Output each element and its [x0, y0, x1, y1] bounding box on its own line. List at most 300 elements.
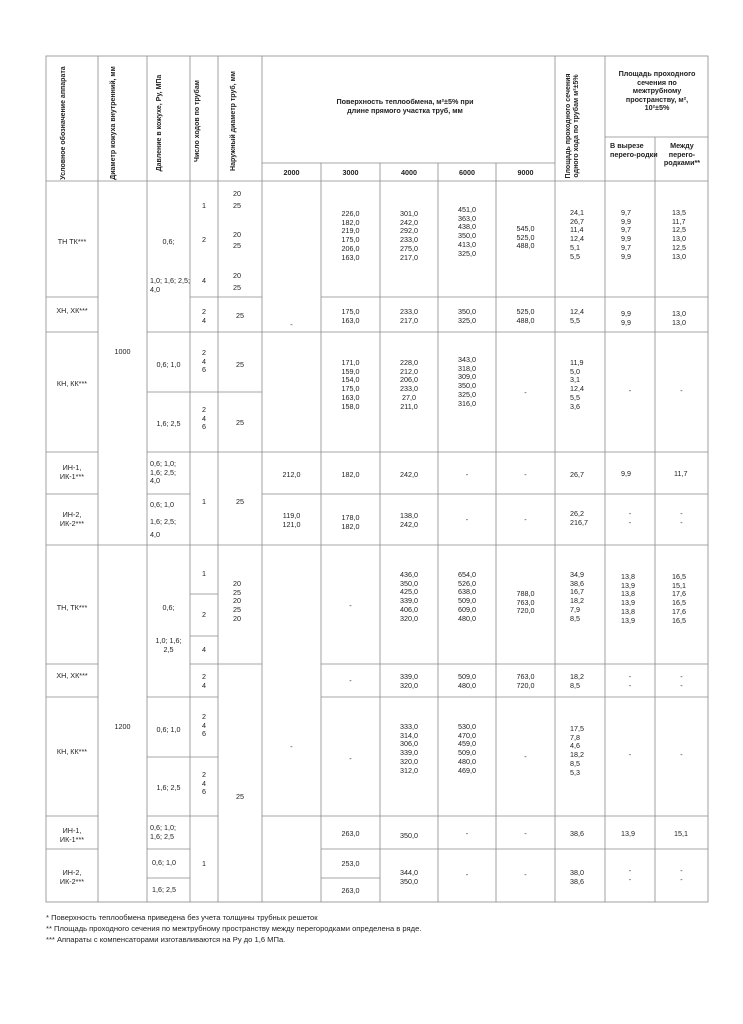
value: 470,0: [458, 730, 476, 740]
length-header-2000: 2000: [283, 168, 300, 177]
dash-cell: -: [524, 752, 527, 761]
designation-cell: [46, 307, 98, 316]
tube-cell: 20: [233, 271, 241, 280]
designation-text: ИН-2, ИК-2***: [59, 868, 85, 886]
value: 34,9: [570, 570, 584, 579]
header-surface: Поверхность теплообмена, м²±5% при длине прямого участка труб, мм: [336, 97, 474, 115]
value: 609,0: [458, 604, 476, 614]
value: 38,6: [570, 578, 584, 588]
value-cell: 253,0: [341, 859, 360, 868]
value: -: [628, 680, 632, 690]
dash-cell: -: [465, 829, 469, 838]
dash-cell: -: [349, 754, 352, 763]
value: 488,0: [516, 315, 535, 325]
value: 526,0: [458, 578, 476, 588]
values-4000: [380, 512, 438, 529]
values-6000: [438, 308, 496, 325]
value: 175,0: [341, 384, 360, 394]
value-cell: 350,0: [400, 831, 418, 840]
value: 480,0: [458, 756, 476, 766]
value: 25: [233, 587, 241, 597]
dash-cell: -: [465, 870, 469, 879]
footnote-3: *** Аппараты с компенсаторами изготавливаются на Ру до 1,6 МПа.: [46, 935, 286, 944]
value: 350,0: [400, 578, 418, 588]
value: 158,0: [341, 401, 360, 411]
value: 16,5: [672, 615, 686, 625]
designation-cell: [46, 380, 98, 389]
value: 720,0: [516, 680, 535, 690]
passes-cell: 4: [202, 276, 206, 285]
values-3000: [321, 210, 380, 262]
value: -: [680, 672, 683, 681]
value: 2: [202, 770, 206, 779]
value: 121,0: [282, 519, 301, 529]
value-cell: 38,6: [570, 829, 584, 838]
value: 13,8: [621, 572, 635, 581]
value-cell: 26,7: [570, 470, 584, 479]
value: 788,0: [516, 589, 535, 598]
value: 17,6: [672, 589, 686, 599]
value: 339,0: [400, 748, 418, 758]
values-3000: [321, 514, 380, 531]
value: 15,1: [672, 580, 686, 590]
value: 38,6: [570, 876, 584, 886]
value: -: [628, 517, 632, 527]
passes-cell: 1: [202, 201, 206, 210]
length-header-9000: 9000: [517, 168, 534, 177]
value: -: [680, 509, 683, 518]
value: 9,9: [621, 216, 631, 226]
value: 206,0: [400, 375, 418, 385]
values-between: [672, 310, 708, 327]
dash-cell: -: [465, 515, 469, 524]
value: 226,0: [341, 209, 360, 218]
value: 9,7: [621, 208, 631, 217]
value: -: [680, 874, 683, 884]
values-3000: [321, 308, 380, 325]
value: -: [628, 509, 632, 518]
designation-cell: [46, 827, 98, 844]
value: 11,7: [672, 216, 686, 226]
value: 339,0: [400, 596, 418, 606]
values-4000: [380, 869, 438, 886]
designation-cell: [46, 869, 98, 886]
value: 320,0: [400, 680, 418, 690]
passes-cell: 2: [202, 235, 206, 244]
dash-cell: -: [524, 470, 527, 479]
tube-cell: 25: [236, 311, 244, 320]
dash-cell: -: [465, 470, 469, 479]
value: 242,0: [400, 519, 418, 529]
passes-cell: 1: [202, 859, 206, 868]
value: 2: [202, 405, 206, 414]
value: 4: [202, 315, 206, 325]
values-9000: [496, 673, 555, 690]
value: 4,0: [150, 529, 160, 539]
value: 343,0: [458, 355, 476, 364]
value: 178,0: [341, 513, 360, 522]
value-cell: 263,0: [341, 829, 360, 838]
value: 2,5: [163, 644, 174, 654]
value: 26,7: [570, 216, 584, 226]
value: 13,0: [672, 309, 686, 318]
passes-cell: 1: [202, 569, 206, 578]
values-between: [672, 209, 708, 261]
value: 350,0: [458, 307, 476, 316]
value: 206,0: [341, 243, 360, 253]
values-between: [655, 510, 708, 527]
dash-cell: -: [680, 386, 683, 395]
value: -: [628, 874, 632, 884]
value: 325,0: [458, 315, 476, 325]
value: 509,0: [458, 672, 476, 681]
pressure-cell: 1,6; 2,5: [152, 885, 176, 894]
values-4000: [380, 723, 438, 775]
value: 275,0: [400, 243, 418, 253]
value: 5,3: [570, 767, 580, 777]
header-designation: Условное обозначение аппарата: [60, 66, 67, 180]
passes-cell: 4: [202, 645, 206, 654]
value: 175,0: [341, 235, 360, 245]
tube-cell: 20: [233, 189, 241, 198]
value: 2: [202, 712, 206, 721]
value: 17,6: [672, 606, 686, 616]
value: 25: [233, 605, 241, 615]
value: 4: [202, 356, 206, 366]
tube-cell: 25: [236, 792, 244, 801]
value: 20: [233, 596, 241, 606]
header-passes: Число ходов по трубам: [194, 80, 201, 162]
value: 363,0: [458, 213, 476, 223]
value: 333,0: [400, 722, 418, 731]
value: 12,4: [570, 234, 584, 244]
value: 344,0: [400, 868, 418, 877]
value: 316,0: [458, 398, 476, 408]
pressure-cell: 1,6; 2,5: [156, 783, 181, 792]
value: 4: [202, 720, 206, 730]
value: 13,5: [672, 208, 686, 217]
tube-cell: 25: [236, 497, 244, 506]
value: 13,0: [672, 317, 686, 327]
values-between: [655, 673, 708, 690]
value: -: [680, 680, 683, 690]
dash-cell: -: [290, 742, 293, 751]
pressure-cell: 0,6;: [162, 237, 175, 246]
dash-cell: -: [349, 676, 352, 685]
header-pressure: Давление в кожухе, Ру, МПа: [156, 74, 163, 172]
value: 175,0: [341, 307, 360, 316]
value: 3,1: [570, 375, 580, 385]
casing-diameter-value: 1000: [114, 347, 131, 356]
value: 6: [202, 787, 206, 797]
designation-text: КН, КК***: [56, 747, 88, 756]
dash-cell: -: [290, 320, 293, 329]
pressure-cell: 0,6; 1,0: [156, 725, 181, 734]
values-3000: [321, 359, 380, 411]
passes-cell: [190, 349, 218, 375]
value: 217,0: [400, 252, 418, 262]
values-cutout: [605, 510, 655, 527]
values-4000: [380, 308, 438, 325]
values-6000: [438, 723, 496, 775]
value: 233,0: [400, 235, 418, 245]
value: 469,0: [458, 765, 476, 775]
pressure-cell: 1,6; 2,5: [156, 419, 181, 428]
values-4000: [380, 359, 438, 411]
value: 530,0: [458, 722, 476, 731]
value: 480,0: [458, 680, 476, 690]
designation-cell: [46, 748, 98, 757]
value: 154,0: [341, 375, 360, 385]
dash-cell: -: [524, 870, 527, 879]
value: 20: [233, 579, 241, 588]
designation-cell: [46, 672, 98, 681]
value: 38,0: [570, 868, 584, 877]
value: 8,5: [570, 758, 580, 768]
values-9000: [496, 590, 555, 616]
value: 11,9: [570, 358, 584, 367]
header-pass-area: Площадь проходного сечения одного хода по трубам м²±5%: [565, 73, 581, 179]
value: 292,0: [400, 226, 418, 236]
value-cell: 212,0: [282, 470, 301, 479]
dash-cell: -: [524, 515, 527, 524]
value: 7,9: [570, 604, 580, 614]
value: 1,6; 2,5;: [150, 467, 176, 477]
values-area: [570, 308, 605, 325]
value-cell: 15,1: [674, 829, 688, 838]
footnote-1: * Поверхность теплообмена приведена без учета толщины трубных решеток: [46, 913, 318, 922]
value: 4: [202, 680, 206, 690]
values-2000: [262, 512, 321, 529]
value: 9,9: [621, 317, 631, 327]
value: 18,2: [570, 750, 584, 760]
value: 9,7: [621, 242, 631, 252]
value-cell: 9,9: [621, 469, 631, 478]
value: 24,1: [570, 208, 584, 217]
value: 0,6; 1,0;: [150, 459, 176, 468]
tube-cell: 25: [236, 360, 244, 369]
pressure-cell: [147, 637, 190, 654]
value: 8,5: [570, 613, 580, 623]
value: 182,0: [341, 217, 360, 227]
value: 2: [202, 348, 206, 357]
values-6000: [438, 571, 496, 623]
value: 9,9: [621, 251, 631, 261]
value: 16,5: [672, 598, 686, 608]
value: 13,9: [621, 580, 635, 590]
values-4000: [380, 210, 438, 262]
values-area: [570, 359, 605, 411]
value: 13,0: [672, 234, 686, 244]
value: -: [680, 517, 683, 527]
passes-cell: [190, 308, 218, 325]
value: 459,0: [458, 739, 476, 749]
values-6000: [438, 673, 496, 690]
value: 350,0: [458, 381, 476, 391]
value: 217,0: [400, 315, 418, 325]
pressure-cell: [150, 518, 190, 539]
value: 325,0: [458, 389, 476, 399]
value: 438,0: [458, 222, 476, 232]
value: 163,0: [341, 315, 360, 325]
value: 6: [202, 422, 206, 432]
pressure-cell: 0,6; 1,0: [150, 500, 174, 509]
values-cutout: [605, 867, 655, 884]
value: 12,4: [570, 384, 584, 394]
tube-cell: 25: [233, 241, 241, 250]
value: 5,5: [570, 251, 580, 261]
designation-cell: [46, 464, 98, 481]
value: 16,5: [672, 572, 686, 581]
passes-cell: [190, 713, 218, 739]
value: 4: [202, 413, 206, 423]
values-area: [570, 209, 605, 261]
value: 525,0: [516, 232, 535, 242]
value: 314,0: [400, 730, 418, 740]
value: 451,0: [458, 205, 476, 214]
value: 13,9: [621, 598, 635, 608]
value: 8,5: [570, 680, 580, 690]
value: 138,0: [400, 511, 418, 520]
values-area: [570, 571, 605, 623]
dash-cell: -: [524, 829, 527, 838]
value: 11,4: [570, 225, 584, 235]
value: 13,9: [621, 615, 635, 625]
header-casing-diameter: Диаметр кожуха внутренний, мм: [110, 66, 117, 180]
value: 233,0: [400, 307, 418, 316]
value: 9,9: [621, 234, 631, 244]
pressure-cell: 0,6;: [162, 603, 175, 612]
value: 320,0: [400, 613, 418, 623]
value: 13,8: [621, 606, 635, 616]
value: 339,0: [400, 672, 418, 681]
designation-cell: [46, 511, 98, 528]
value: 212,0: [400, 366, 418, 376]
dash-cell: -: [680, 750, 683, 759]
value: 325,0: [458, 248, 476, 258]
value: 216,7: [570, 517, 588, 527]
values-6000: [438, 356, 496, 408]
value-cell: 13,9: [621, 829, 635, 838]
value: 228,0: [400, 358, 418, 367]
value: 0,6; 1,0;: [150, 823, 176, 832]
value: 763,0: [516, 672, 535, 681]
value: 171,0: [341, 358, 360, 367]
value: 2: [202, 307, 206, 316]
designation-text: ИН-2, ИК-2***: [59, 510, 85, 528]
value: 233,0: [400, 384, 418, 394]
value-cell: 263,0: [341, 886, 360, 895]
values-area: [570, 725, 605, 777]
value: 18,2: [570, 672, 584, 681]
tube-cell: 25: [233, 201, 241, 210]
pressure-cell: 0,6; 1,0: [152, 858, 176, 867]
value: 480,0: [458, 613, 476, 623]
dash-cell: -: [349, 601, 352, 610]
designation-cell: ТН, ТК***: [56, 603, 88, 612]
value: 6: [202, 729, 206, 739]
designation-text: ХН, ХК***: [56, 306, 88, 315]
pressure-cell: [150, 824, 190, 841]
value: 425,0: [400, 587, 418, 597]
value: 12,5: [672, 225, 686, 235]
footnote-2: ** Площадь проходного сечения по межтрубному пространству между перегородками определена в ряде.: [46, 924, 422, 933]
values-between: [672, 573, 708, 625]
value: 509,0: [458, 748, 476, 758]
value: 4: [202, 778, 206, 788]
value: 119,0: [282, 511, 301, 520]
values-between: [655, 867, 708, 884]
value: 6: [202, 365, 206, 375]
value: 350,0: [458, 231, 476, 241]
value: 525,0: [516, 307, 535, 316]
values-9000: [496, 308, 555, 325]
tube-values: [233, 580, 262, 624]
header-cutout: В вырезе перего-родки: [610, 141, 658, 159]
value: 211,0: [400, 401, 418, 411]
value: 5,5: [570, 315, 580, 325]
value: 27,0: [402, 392, 416, 402]
designation-cell: ТН ТК***: [57, 237, 87, 246]
dash-cell: -: [628, 386, 632, 395]
passes-cell: [190, 771, 218, 797]
value: 5,5: [570, 392, 580, 402]
designation-text: ИН-1, ИК-1***: [59, 826, 85, 844]
value: 159,0: [341, 366, 360, 376]
tube-cell: 25: [236, 418, 244, 427]
tube-cell: 20: [233, 230, 241, 239]
value: 12,5: [672, 242, 686, 252]
value: 1,6; 2,5: [150, 831, 174, 841]
header-tube-diameter: Наружный диаметр труб, мм: [230, 71, 237, 171]
value: 301,0: [400, 209, 418, 218]
value: 7,8: [570, 732, 580, 742]
tube-cell: 25: [233, 283, 241, 292]
values-4000: [380, 673, 438, 690]
header-interspace-area: Площадь проходного сечения по межтрубному пространству, м², 10²±5%: [618, 69, 696, 112]
value: 638,0: [458, 587, 476, 597]
value: 5,0: [570, 366, 580, 376]
value: 545,0: [516, 224, 535, 233]
value: -: [680, 866, 683, 875]
designation-text: КН, КК***: [56, 379, 88, 388]
value: 16,7: [570, 587, 584, 597]
value: 488,0: [516, 241, 535, 251]
designation-text: ИН-1, ИК-1***: [59, 463, 85, 481]
value: 2: [202, 672, 206, 681]
values-area: [570, 510, 605, 527]
values-cutout: [621, 310, 655, 327]
designation-text: ХН, ХК***: [56, 671, 88, 680]
value: 413,0: [458, 239, 476, 249]
pressure-cell: 0,6; 1,0: [156, 360, 181, 369]
value-cell: 11,7: [674, 469, 688, 478]
value: 406,0: [400, 604, 418, 614]
value: 18,2: [570, 596, 584, 606]
value: 12,4: [570, 307, 584, 316]
value: 4,6: [570, 741, 580, 751]
values-cutout: [605, 673, 655, 690]
header-between: Между перего-родками**: [663, 141, 701, 167]
values-cutout: [621, 573, 655, 625]
values-area: [570, 673, 605, 690]
value: -: [628, 866, 632, 875]
value: -: [628, 672, 632, 681]
value: 9,9: [621, 309, 631, 318]
length-header-6000: 6000: [459, 168, 475, 177]
value: 3,6: [570, 401, 580, 411]
value: 320,0: [400, 756, 418, 766]
